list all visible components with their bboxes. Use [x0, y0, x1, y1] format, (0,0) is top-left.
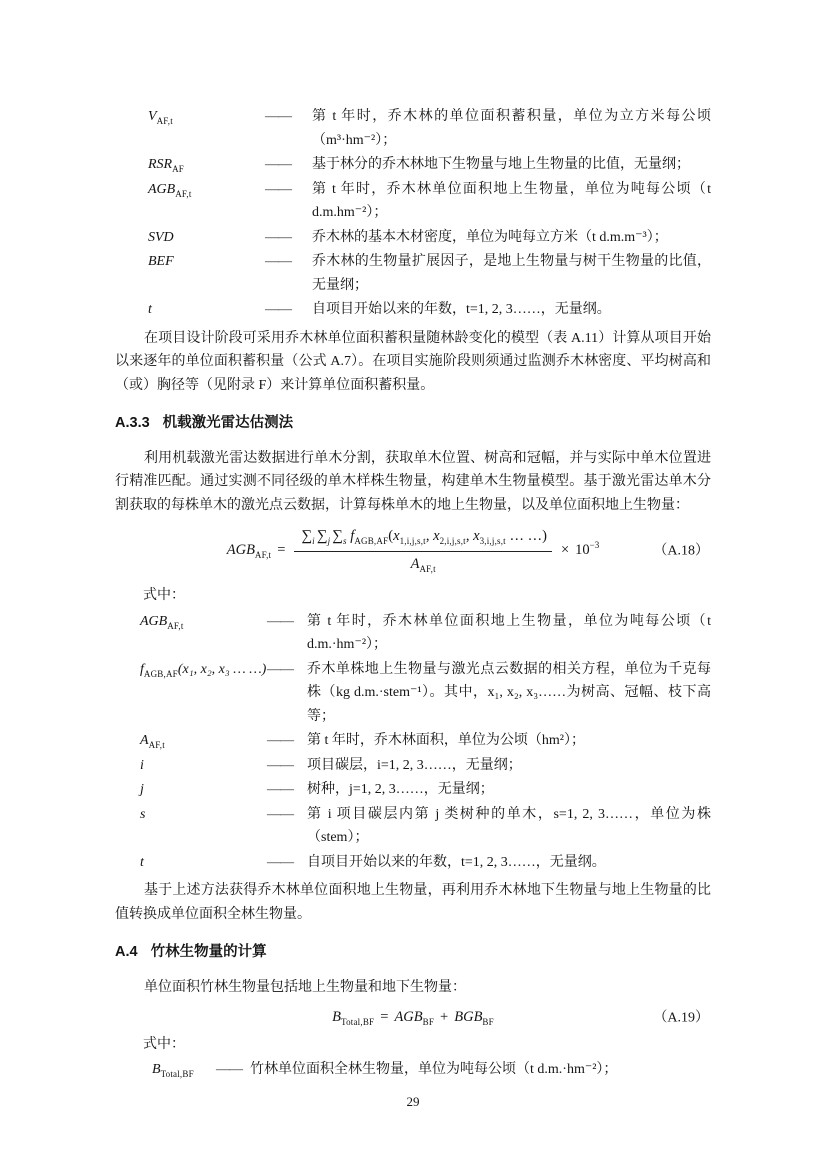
term-description: 项目碳层，i=1, 2, 3……，无量纲； [307, 757, 522, 773]
equals-sign: = [277, 541, 286, 558]
term-description: 乔木林的基本木材密度，单位为吨每立方米（t d.m.m⁻³）； [312, 229, 668, 245]
term-symbol: SVD [148, 229, 174, 245]
definition-row-a [115, 729, 711, 753]
definition-row-btotal [115, 1058, 711, 1082]
definition-dash: —— [265, 229, 291, 245]
definition-row-agb2 [115, 610, 711, 657]
term-description: 自项目开始以来的年数，t=1, 2, 3……，无量纲。 [307, 854, 606, 870]
definition-list-1 [115, 105, 711, 322]
heading-number: A.3.3 [115, 415, 150, 431]
definition-dash: —— [267, 733, 293, 748]
formula-term: $AGB_{BF}$ [394, 1009, 435, 1027]
definition-dash: —— [267, 806, 293, 822]
definition-row-t [115, 298, 711, 322]
term-symbol: s [140, 806, 146, 822]
term-description: 竹林单位面积全林生物量，单位为吨每公顷（t d.m.·hm⁻²）； [250, 1062, 618, 1077]
equals-sign: = [380, 1009, 389, 1025]
fraction [294, 525, 552, 576]
definition-list-3 [115, 1058, 711, 1082]
definition-row-t2 [115, 851, 711, 875]
heading-a33 [115, 412, 711, 436]
definition-dash: —— [267, 613, 293, 629]
term-symbol: j [140, 782, 144, 797]
term-description: 第 t 年时，乔木林的单位面积蓄积量，单位为立方米每公顷（m³·hm⁻²）； [312, 109, 711, 148]
formula-a18 [115, 525, 711, 576]
term-description: 乔木林的生物量扩展因子，是地上生物量与树干生物量的比值，无量纲； [312, 254, 711, 293]
paragraph-conversion: 基于上述方法获得乔木林单位面积地上生物量，再利用乔木林地下生物量与地上生物量的比值转换成单位面积全林生物量。 [115, 883, 711, 922]
definition-dash: —— [265, 109, 291, 124]
heading-title: 机载激光雷达估测法 [162, 415, 294, 431]
term-description: 第 t 年时，乔木林单位面积地上生物量，单位为吨每公顷（t d.m.hm⁻²）； [312, 181, 711, 220]
power-of-ten: $10^{-3}$ [575, 539, 600, 558]
term-description: 乔木单株地上生物量与激光点云数据的相关方程，单位为千克每株（kg d.m.·stem⁻¹）。其中，x₁, x₂, x₃……为树高、冠幅、枝下高等； [307, 661, 711, 724]
term-description: 树种，j=1, 2, 3……，无量纲； [307, 782, 494, 797]
definition-dash: —— [265, 157, 291, 172]
term-symbol: $V_{AF,t}$ [148, 109, 173, 126]
term-description: 第 t 年时，乔木林单位面积地上生物量，单位为吨每公顷（t d.m.·hm⁻²）； [307, 613, 711, 652]
paragraph-lidar-method: 利用机载激光雷达数据进行单木分割，获取单木位置、树高和冠幅，并与实际中单木位置进行精准匹配。通过实测不同径级的单木样株生物量，构建单木生物量模型。基于激光雷达单木分割获取的每株单木的激光点云数据，计算每株单木的地上生物量，以及单位面积地上生物量： [115, 450, 711, 513]
where-label: 式中： [143, 1036, 185, 1052]
paragraph-design-stage: 在项目设计阶段可采用乔木林单位面积蓄积量随林龄变化的模型（表 A.11）计算从项目开始以来逐年的单位面积蓄积量（公式 A.7）。在项目实施阶段则须通过监测乔木林密度、平均树高和（或）胸径等（见附录 F）来计算单位面积蓄积量。 [115, 330, 711, 393]
function-symbol: f [350, 528, 355, 544]
formula-lhs: $B_{Total,BF}$ [332, 1009, 375, 1027]
where-label: 式中： [143, 588, 185, 603]
definition-row-f [115, 658, 711, 729]
term-symbol: $f_{AGB,AF}(x_1$, x₂, x₃ … …) [140, 661, 267, 679]
definition-row-v [115, 105, 711, 152]
term-symbol: t [148, 302, 152, 317]
term-symbol: $B_{Total,BF}$ [152, 1062, 194, 1079]
formula-a19-expression [332, 1006, 494, 1030]
heading-number: A.4 [115, 944, 138, 960]
definition-row-j [115, 778, 711, 802]
definition-dash: —— [265, 181, 291, 197]
term-description: 第 i 项目碳层内第 j 类树种的单木，s=1, 2, 3……，单位为株（stem）； [307, 806, 711, 845]
plus-sign: + [440, 1009, 449, 1025]
numerator: $\sum_i$ $\sum_j$ $\sum_s$ $f_{AGB,AF}(x_{1,i,j,s,t}$, $x_{2,i,j,s,t}$, $x_{3,i,j,s,t}$ … …) [294, 525, 552, 552]
definition-row-bef [115, 250, 711, 297]
formula-a19 [115, 1006, 711, 1030]
term-symbol: $RSR_{AF}$ [148, 157, 185, 174]
definition-dash: —— [216, 1062, 242, 1077]
equation-number: （A.18） [653, 542, 709, 558]
term-symbol: $AGB_{AF,t}$ [140, 613, 184, 631]
definition-dash: —— [265, 254, 291, 269]
term-symbol: i [140, 757, 144, 773]
term-description: 基于林分的乔木林地下生物量与地上生物量的比值，无量纲； [312, 157, 690, 172]
sigma-icon: ∑ [301, 528, 313, 544]
sigma-icon: ∑ [316, 528, 328, 544]
page-number: 29 [406, 1093, 420, 1109]
term-symbol: t [140, 854, 144, 870]
multiply-sign: × [560, 541, 570, 558]
term-description: 自项目开始以来的年数，t=1, 2, 3……，无量纲。 [312, 302, 611, 317]
paragraph-bamboo: 单位面积竹林生物量包括地上生物量和地下生物量： [144, 979, 466, 995]
definition-dash: —— [267, 661, 293, 677]
denominator: $A_{AF,t}$ [410, 555, 436, 574]
term-symbol: $AGB_{AF,t}$ [148, 181, 192, 199]
formula-lhs: $AGB_{AF,t}$ [226, 541, 272, 560]
definition-row-i [115, 754, 711, 778]
heading-a4 [115, 941, 711, 965]
equation-number: （A.19） [653, 1010, 709, 1025]
definition-dash: —— [265, 302, 291, 317]
term-symbol: BEF [148, 254, 174, 269]
definition-dash: —— [267, 854, 293, 870]
heading-title: 竹林生物量的计算 [150, 944, 267, 960]
definition-dash: —— [267, 757, 293, 773]
definition-row-svd [115, 226, 711, 250]
definition-list-2 [115, 610, 711, 875]
definition-dash: —— [267, 782, 293, 797]
definition-row-s [115, 803, 711, 850]
formula-a18-expression [227, 525, 600, 576]
term-description: 第 t 年时，乔木林面积，单位为公顷（hm²）； [307, 733, 585, 748]
sigma-icon: ∑ [332, 528, 343, 544]
definition-row-agb [115, 178, 711, 225]
term-symbol: $A_{AF,t}$ [140, 733, 165, 750]
definition-row-rsr [115, 153, 711, 177]
formula-term: $BGB_{BF}$ [454, 1009, 494, 1027]
